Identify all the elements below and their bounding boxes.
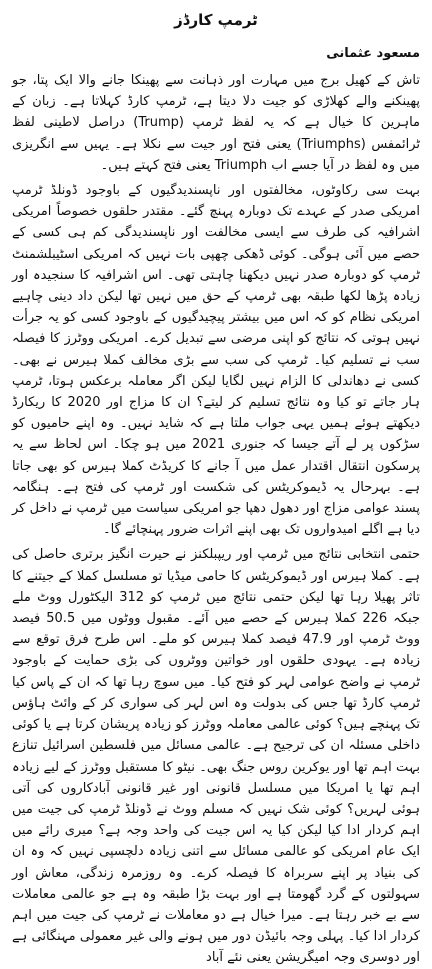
article-paragraph-1: تاش کے کھیل برج میں مہارت اور ذہانت سے پھینکا جانے والا ایک پتا، جو پھینکنے والے کھلاڑی کو جیت دلا دیتا ہے، ٹرمپ کارڈ کہلاتا ہے۔ زبان کے ماہرین کا خیال ہے کہ یہ لفظ ٹرمپ (Trump) دراصل لاطینی لفظ ٹرائمفس (Triumphs) یعنی فتح اور جیت سے نکلا ہے۔ یہیں سے انگریزی میں وہ لفظ در آیا جسے اب Triumph یعنی فتح کہتے ہیں۔ xyxy=(12,73,421,173)
article-title: ٹرمپ کارڈز xyxy=(174,11,258,29)
article-paragraph-3: حتمی انتخابی نتائج میں ٹرمپ اور ریپبلکنز نے حیرت انگیز برتری حاصل کی ہے۔ کملا ہیرس اور ڈیموکریٹس کا حامی میڈیا تو مسلسل کملا کے جیتنے کا تاثر پھیلا رہا تھا لیکن حتمی نتائج میں ٹرمپ کو 312 الیکٹورل ووٹ ملے جبکہ 226 کملا ہیرس کے حصے میں آئے۔ مقبول ووٹوں میں 50.5 فیصد ووٹ ٹرمپ اور 47.9 فیصد کملا ہیرس کو ملے۔ اس طرح فرق توقع سے زیادہ ہے۔ یہودی حلقوں اور خواتین ووٹروں کی بڑی حمایت کے باوجود ٹرمپ نے واضح عوامی لہر کو فتح کیا۔ میں سوچ رہا تھا کہ ان کے پاس کیا ٹرمپ کارڈ تھا جس کی بدولت وہ اس لہر کی سواری کر کے وائٹ ہاؤس تک پہنچے ہیں؟ کوئی عالمی معاملہ ووٹرز کو زیادہ پریشان کرتا ہے یا کوئی داخلی مسئلہ ان کی ترجیح ہے۔ عالمی مسائل میں فلسطین اسرائیل تنازع بہت اہم تھا اور یوکرین روس جنگ بھی۔ نیٹو کا مستقبل ووٹرز کے لیے زیادہ اہم تھا یا امریکا میں مسلسل قانونی اور غیر قانونی آبادکاروں کی آتی ہوئی لہریں؟ کوئی شک نہیں کہ مسلم ووٹ نے ڈونلڈ ٹرمپ کی جیت میں اہم کردار ادا کیا لیکن کیا یہ اس جیت کی واحد وجہ ہے؟ میری رائے میں ایک عام امریکی کو عالمی مسائل سے اتنی زیادہ دلچسپی نہیں کہ وہ ان کی بنیاد پر اپنے سربراہ کا فیصلہ کرے۔ وہ روزمرہ زندگی، معاش اور سہولتوں کے گرد گھومتا ہے اور بہت بڑا طبقہ وہ ہے جو عالمی معاملات سے بے خبر رہتا ہے۔ میرا خیال ہے دو معاملات نے ٹرمپ کی جیت میں اہم کردار ادا کیا۔ پہلی وجہ بائیڈن دور میں ہونے والی غیر معمولی مہنگائی ہے اور دوسری وجہ امیگریشن یعنی نئے آباد xyxy=(12,547,420,966)
article-paragraph-2: بہت سی رکاوٹوں، مخالفتوں اور ناپسندیدگیوں کے باوجود ڈونلڈ ٹرمپ امریکی صدر کے عہدے تک دوبارہ پہنچ گئے۔ مقتدر حلقوں خصوصاً امریکی اشرافیہ کی طرف سے ایسی مخالفت اور ناپسندیدگی کم ہی کسی کے حصے میں آئی ہوگی۔ کوئی ڈھکی چھپی بات نہیں کہ امریکی اسٹیبلشمنٹ ٹرمپ کو دوبارہ صدر نہیں دیکھنا چاہتی تھی۔ اس اشرافیہ کا سنجیدہ اور زیادہ پڑھا لکھا طبقہ بھی ٹرمپ کے حق میں نہیں تھا لیکن داد دینی چاہیے امریکی نظام کو کہ اس میں بیشتر پیچیدگیوں کے باوجود کسی کو یہ جرأت نہیں ہوتی کہ نتائج کو اپنی مرضی سے تبدیل کرے۔ امریکی ووٹرز کا فیصلہ سب نے تسلیم کیا۔ ٹرمپ کی سب سے بڑی مخالف کملا ہیرس نے بھی۔ کسی نے دھاندلی کا الزام نہیں لگایا لیکن اگر معاملہ برعکس ہوتا، ٹرمپ ہار جاتے تو کیا وہ نتائج تسلیم کر لیتے؟ ان کا مزاج اور 2020 کا ریکارڈ دیکھتے ہوئے ہمیں یہی جواب ملتا ہے کہ شاید نہیں۔ وہ اپنے حامیوں کو سڑکوں پر لے آتے جیسا کہ جنوری 2021 میں ہو چکا۔ اس لحاظ سے یہ پرسکون انتقال اقتدار عمل میں آ جانے کا کریڈٹ کملا ہیرس کو بھی جاتا ہے۔ بہرحال یہ ڈیموکریٹس کی شکست اور ٹرمپ کی فتح ہے۔ ہنگامہ پسند عوامی مزاج اور دھول دھپا جو امریکی سیاست میں ٹرمپ نے داخل کر دیا ہے اگلے امیدواروں تک بھی اپنے اثرات ضرور پہنچائے گا۔ xyxy=(12,183,420,538)
author-byline: مسعود عثمانی xyxy=(326,46,420,61)
